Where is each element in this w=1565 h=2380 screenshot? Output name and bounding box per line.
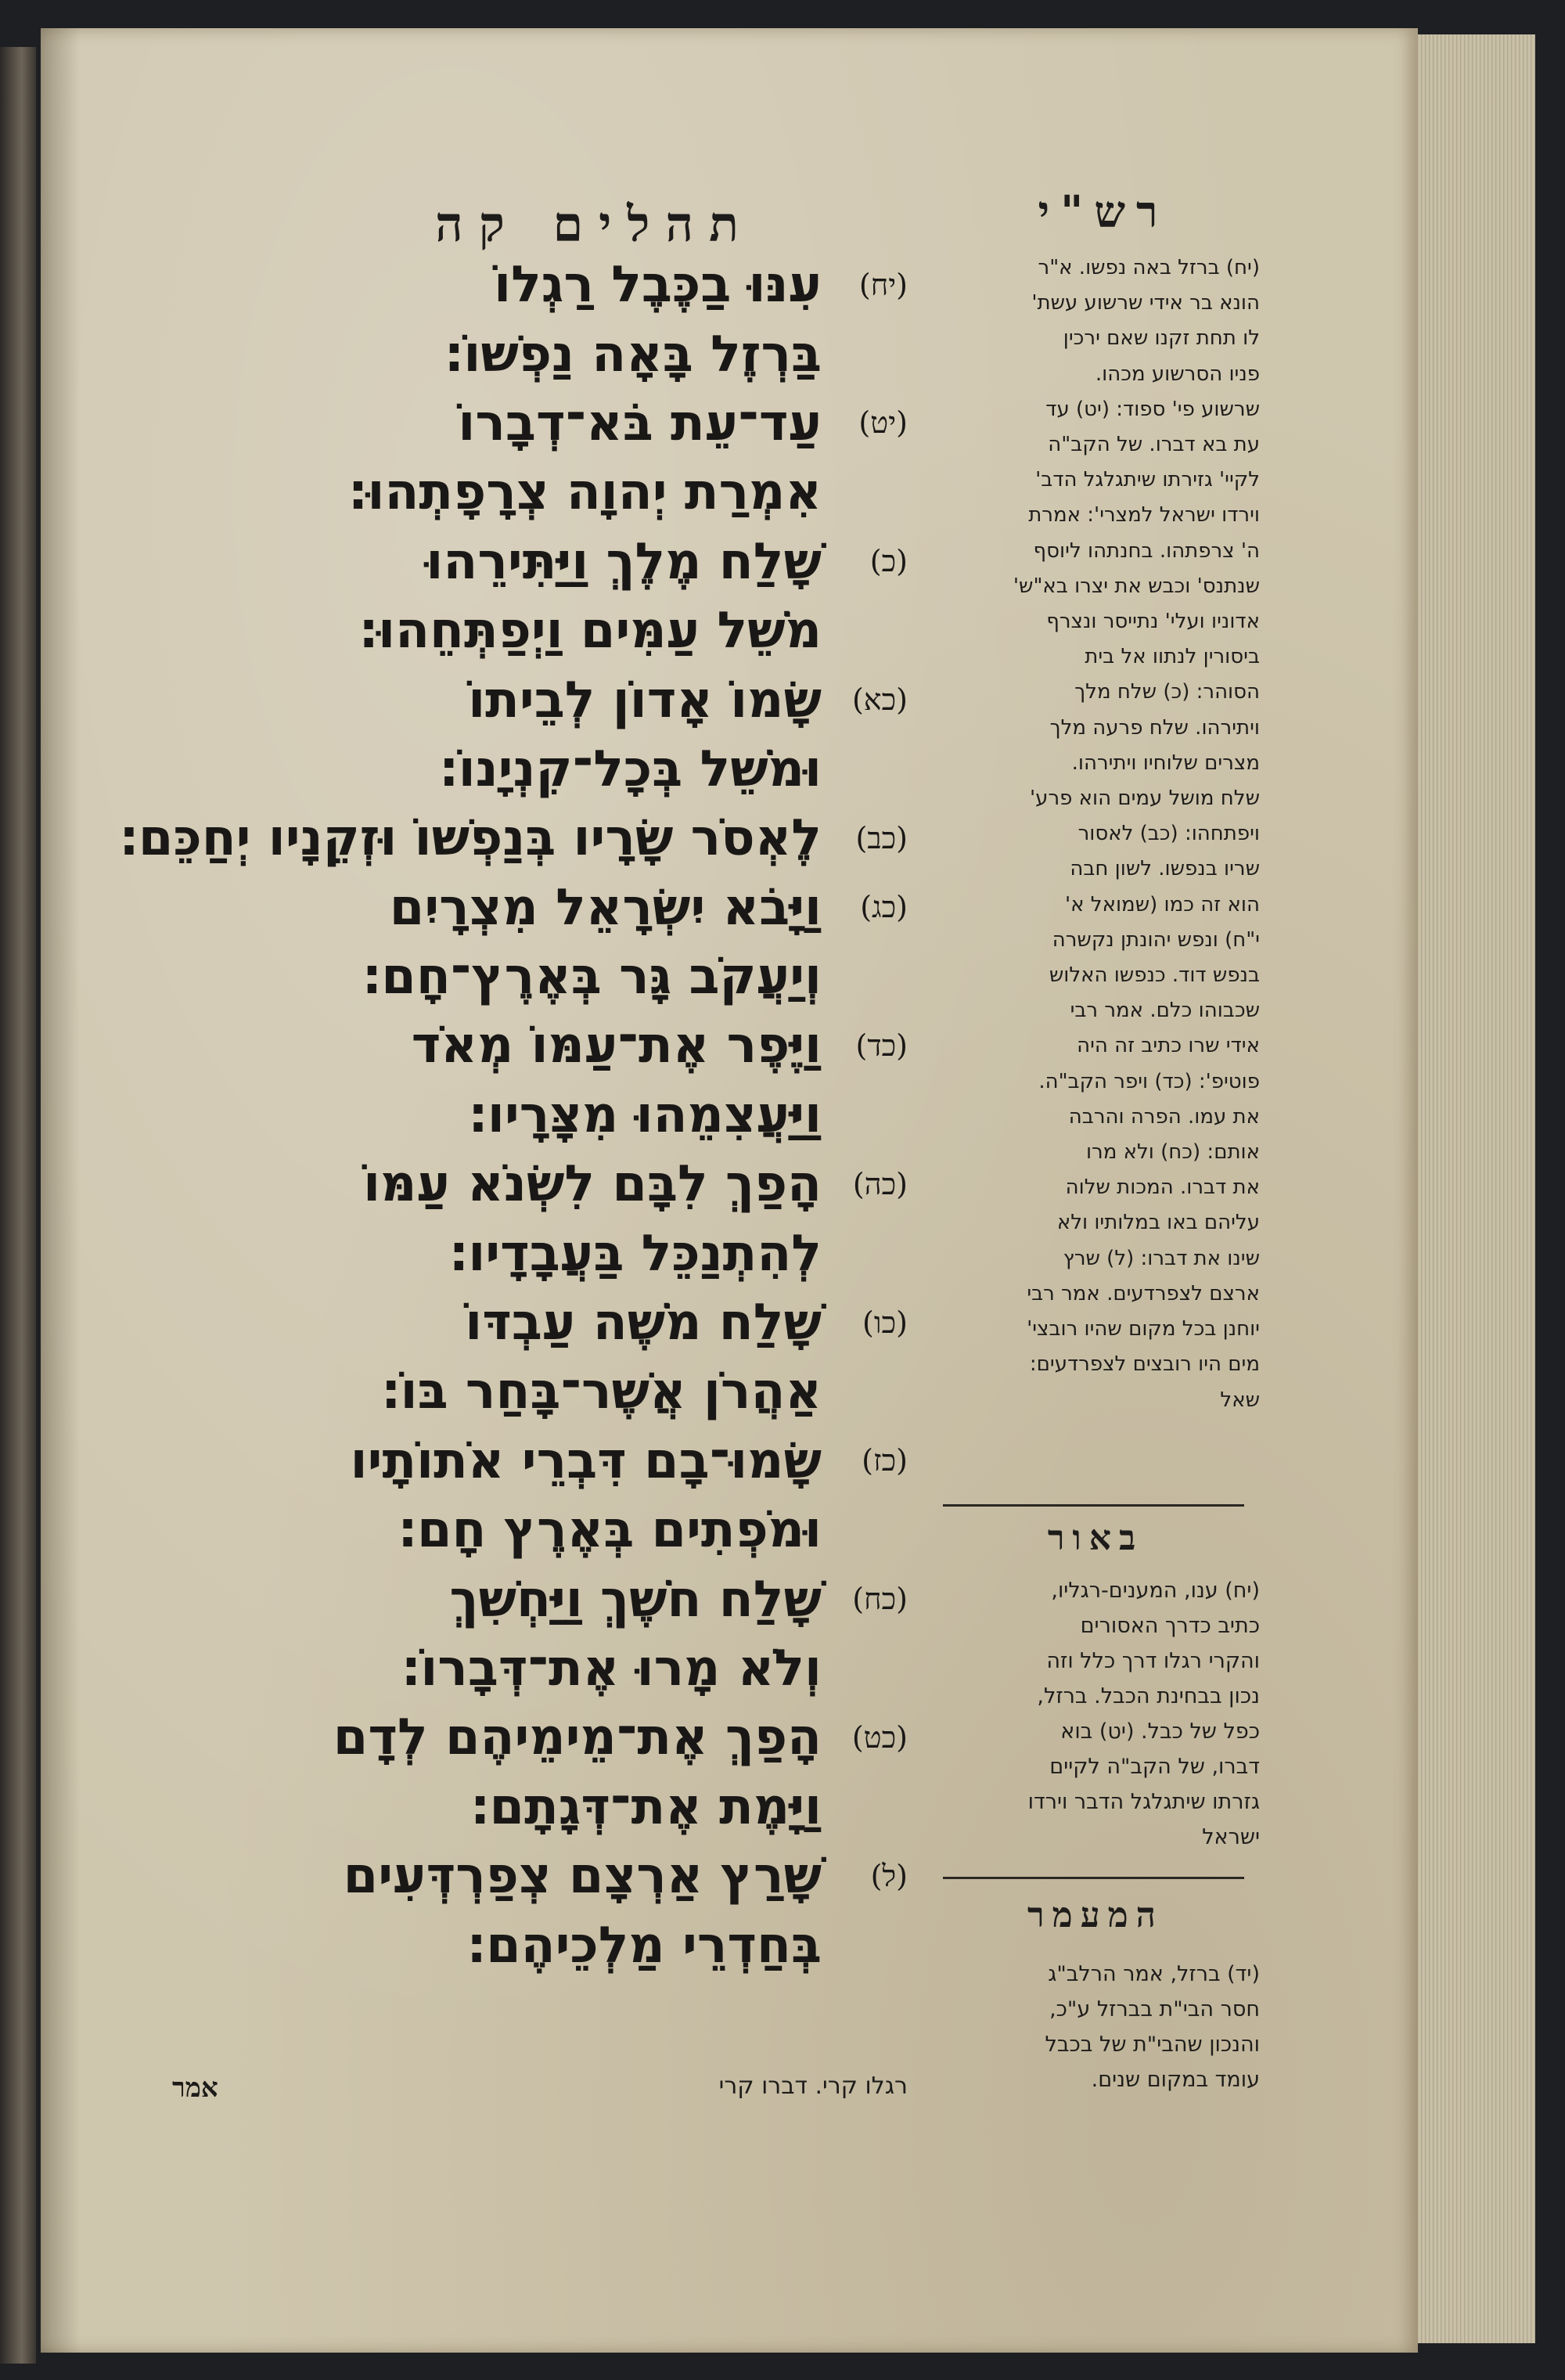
beur-heading: באור [1047, 1518, 1144, 1558]
rashi-line: שלח מושל עמים הוא פרע' [1030, 787, 1260, 811]
verse-line [156, 1081, 908, 1150]
rashi-line: אדוניו ועלי' נתייסר ונצרף [1046, 610, 1260, 634]
rashi-line: (יח) ברזל באה נפשו. א"ר [1038, 256, 1260, 279]
verse-line [156, 250, 908, 319]
rashi-line: שכבוהו כלם. אמר רבי [1070, 999, 1260, 1023]
verse-text: עִנּוּ בַכֶּבֶל רַגְלוֹ [494, 256, 822, 315]
maamar-commentary [931, 1957, 1260, 2097]
verse-text: הָפַךְ אֶת־מֵימֵיהֶם לְדָם [333, 1708, 822, 1767]
verse-text: שָׁרַץ אַרְצָם צְפַרְדְּעִים [343, 1847, 822, 1906]
rashi-line: וירדו ישראל למצרי': אמרת [1028, 503, 1260, 527]
verse-text: אִמְרַת יְהוָה צְרָפָתְהוּ׃ [348, 463, 822, 522]
rashi-line: פוטיפ': (כד) ויפר הקב"ה. [1038, 1069, 1260, 1093]
section-divider [943, 1877, 1244, 1879]
verse-text: וּמֹפְתִים בְּאֶרֶץ חָם׃ [398, 1501, 822, 1560]
verse-line [156, 735, 908, 804]
verse-line [156, 1150, 908, 1219]
verse-line [156, 665, 908, 734]
verse-number: (כז) [862, 1443, 908, 1478]
verse-line [156, 527, 908, 596]
catchword: אמר [172, 2072, 218, 2104]
rashi-line: אותם: (כח) ולא מרו [1085, 1140, 1260, 1165]
beur-line: נכון בבחינת הכבל. ברזל, [1037, 1684, 1260, 1708]
verse-text: בְּחַדְרֵי מַלְכֵיהֶם׃ [467, 1916, 822, 1975]
verse-text: וְלֹא מָרוּ אֶת־דְּבָרוֹ׃ [401, 1640, 822, 1698]
verse-number: (כט) [851, 1719, 908, 1755]
psalm-verses [120, 250, 908, 1980]
rashi-line: לו תחת זקנו שאם ירכין [1063, 326, 1260, 351]
beur-line: כפל של כבל. (יט) בוא [1060, 1719, 1260, 1744]
rashi-line: מים היו רובצים לצפרדעים: [1029, 1352, 1260, 1377]
verse-number: (כ) [869, 544, 908, 579]
verse-line [156, 458, 908, 527]
verse-line [156, 1634, 908, 1703]
beur-commentary [931, 1573, 1260, 1855]
beur-line: כתיב כדרך האסורים [1080, 1614, 1260, 1638]
verse-number: (כח) [852, 1582, 908, 1617]
verse-line [156, 1357, 908, 1426]
rashi-line: הונא בר אידי שרשוע עשת' [1031, 291, 1260, 315]
verse-line [156, 942, 908, 1011]
rashi-line: את עמו. הפרה והרבה [1068, 1104, 1260, 1129]
section-divider [943, 1504, 1244, 1507]
beur-line: והקרי רגלו דרך כלל וזה [1046, 1649, 1260, 1673]
verse-text: שָׁלַח מֶלֶךְ וַיַּתִּירֵהוּ [426, 532, 822, 591]
rashi-line: שרשוע פי' ספוד: (יט) עד [1045, 397, 1260, 421]
verse-line [156, 1011, 908, 1080]
verse-number: (כה) [852, 1166, 908, 1201]
verse-number: (כא) [851, 682, 908, 718]
maamar-line: חסר הבי"ת בברזל ע"כ, [1049, 1997, 1260, 2022]
verse-number: (יט) [858, 405, 908, 441]
rashi-heading: רש"י [1038, 186, 1169, 238]
verse-text: וַיָּבֹא יִשְׂרָאֵל מִצְרָיִם [389, 878, 822, 937]
maamar-line: (יד) ברזל, אמר הרלב"ג [1048, 1962, 1260, 1986]
verse-line [156, 319, 908, 388]
beur-line: דברו, של הקב"ה לקיים [1049, 1755, 1260, 1779]
verse-text: וַיֶּפֶר אֶת־עַמּוֹ מְאֹד [411, 1017, 822, 1075]
verse-line [156, 1288, 908, 1357]
verse-number: (כו) [862, 1305, 908, 1340]
rashi-line: שריו בנפשו. לשון חבה [1070, 857, 1260, 881]
verse-text: מֹשֵׁל עַמִּים וַיְפַתְּחֵהוּ׃ [359, 602, 822, 661]
rashi-line: פניו הסרשוע מכהו. [1095, 362, 1260, 386]
verse-number: (כג) [860, 890, 908, 925]
verse-line [156, 1773, 908, 1842]
rashi-line: ויתירהו. שלח פרעה מלך [1049, 715, 1260, 740]
rashi-line: בנפש דוד. כנפשו האלוש [1049, 963, 1260, 988]
rashi-line: יוחנן בכל מקום שהיו רובצי' [1027, 1317, 1260, 1341]
rashi-line: לקיי' גזירתו שיתגלגל הדב' [1035, 468, 1260, 492]
page-title: תהלים קה [435, 196, 754, 253]
beur-line: גזרתו שיתגלגל הדבר וירדו [1027, 1790, 1260, 1814]
maamar-heading: המעמר [1027, 1896, 1164, 1935]
verse-line [156, 389, 908, 458]
verse-text: וַיַּעֲצִמֵהוּ מִצָּרָיו׃ [469, 1086, 822, 1144]
verse-line [156, 1842, 908, 1910]
maamar-line: עומד במקום שנים. [1091, 2068, 1260, 2092]
verse-line [156, 1496, 908, 1564]
book-left-edge [0, 47, 36, 2364]
verse-line [156, 873, 908, 942]
rashi-line: ארצם לצפרדעים. אמר רבי [1027, 1281, 1260, 1305]
verse-text: וְיַעֲקֹב גָּר בְּאֶרֶץ־חָם׃ [362, 948, 822, 1006]
verse-number: (כב) [855, 820, 908, 855]
verse-text: הָפַךְ לִבָּם לִשְׂנֹא עַמּוֹ [363, 1155, 822, 1214]
verse-text: שָׁלַח חֹשֶׁךְ וַיַּחְשִׁךְ [449, 1570, 822, 1629]
verse-text: עַד־עֵת בֹּא־דְבָרוֹ [458, 394, 822, 452]
rashi-line: אידי שרו כתיב זה היה [1077, 1034, 1260, 1058]
gutter-shadow [41, 28, 80, 2353]
ketiv-qere-note: רגלו קרי. דברו קרי [718, 2072, 908, 2100]
verse-number: (יח) [858, 267, 908, 302]
verse-line [156, 596, 908, 665]
rashi-commentary [931, 250, 1260, 1418]
verse-line [156, 1427, 908, 1496]
verse-text: לֶאְסֹר שָׂרָיו בְּנַפְשׁוֹ וּזְקֵנָיו יְחַכֵּם׃ [120, 809, 822, 868]
rashi-line: הוא זה כמו (שמואל א' [1065, 892, 1260, 916]
verse-text: אַהֲרֹן אֲשֶׁר־בָּחַר בּוֹ׃ [381, 1363, 822, 1421]
verse-text: שָׂמוּ־בָם דִּבְרֵי אֹתוֹתָיו [350, 1431, 822, 1490]
rashi-line: ה' צרפתהו. בחנתהו ליוסף [1033, 538, 1260, 563]
verse-text: שָׂמוֹ אָדוֹן לְבֵיתוֹ [468, 671, 822, 729]
maamar-line: והנכון שהבי"ת של בכבל [1045, 2033, 1260, 2057]
verse-line [156, 1910, 908, 1979]
rashi-line: מצרים שלוחיו ויתירהו. [1071, 751, 1260, 775]
rashi-line: י"ח) ונפש יהונתן נקשרה [1052, 927, 1260, 952]
rashi-line: שנתנס' וכבש את יצרו בא"ש' [1013, 574, 1260, 598]
verse-text: וּמֹשֵׁל בְּכָל־קִנְיָנוֹ׃ [439, 740, 822, 798]
rashi-line: ויפתחהו: (כב) לאסור [1078, 822, 1260, 846]
verse-line [120, 804, 908, 873]
verse-text: בַּרְזֶל בָּאָה נַפְשׁוֹ׃ [444, 325, 822, 383]
verse-number: (ל) [870, 1858, 908, 1893]
verse-number: (כד) [855, 1028, 908, 1063]
beur-line: ישראל [1202, 1825, 1260, 1849]
rashi-line: שינו את דברו: (ל) שרץ [1063, 1246, 1260, 1270]
rashi-line: את דברו. המכות שלוה [1065, 1176, 1260, 1200]
verse-text: שָׁלַח מֹשֶׁה עַבְדּוֹ [465, 1294, 822, 1352]
rashi-line: עליהם באו במלותיו ולא [1056, 1211, 1260, 1235]
page-stack-edge [1418, 34, 1535, 2343]
rashi-line: הסוהר: (כ) שלח מלך [1074, 680, 1260, 704]
verse-line [156, 1564, 908, 1633]
rashi-line: שאל [1220, 1388, 1260, 1412]
verse-text: וַיָּמֶת אֶת־דְּגָתָם׃ [470, 1777, 822, 1836]
verse-text: לְהִתְנַכֵּל בַּעֲבָדָיו׃ [449, 1224, 822, 1283]
rashi-line: ביסורין לנתוו אל בית [1085, 645, 1260, 669]
verse-line [156, 1703, 908, 1772]
verse-line [156, 1219, 908, 1287]
beur-line: (יח) ענו, המענים-רגליו, [1051, 1579, 1260, 1603]
rashi-line: עת בא דברו. של הקב"ה [1048, 433, 1260, 457]
